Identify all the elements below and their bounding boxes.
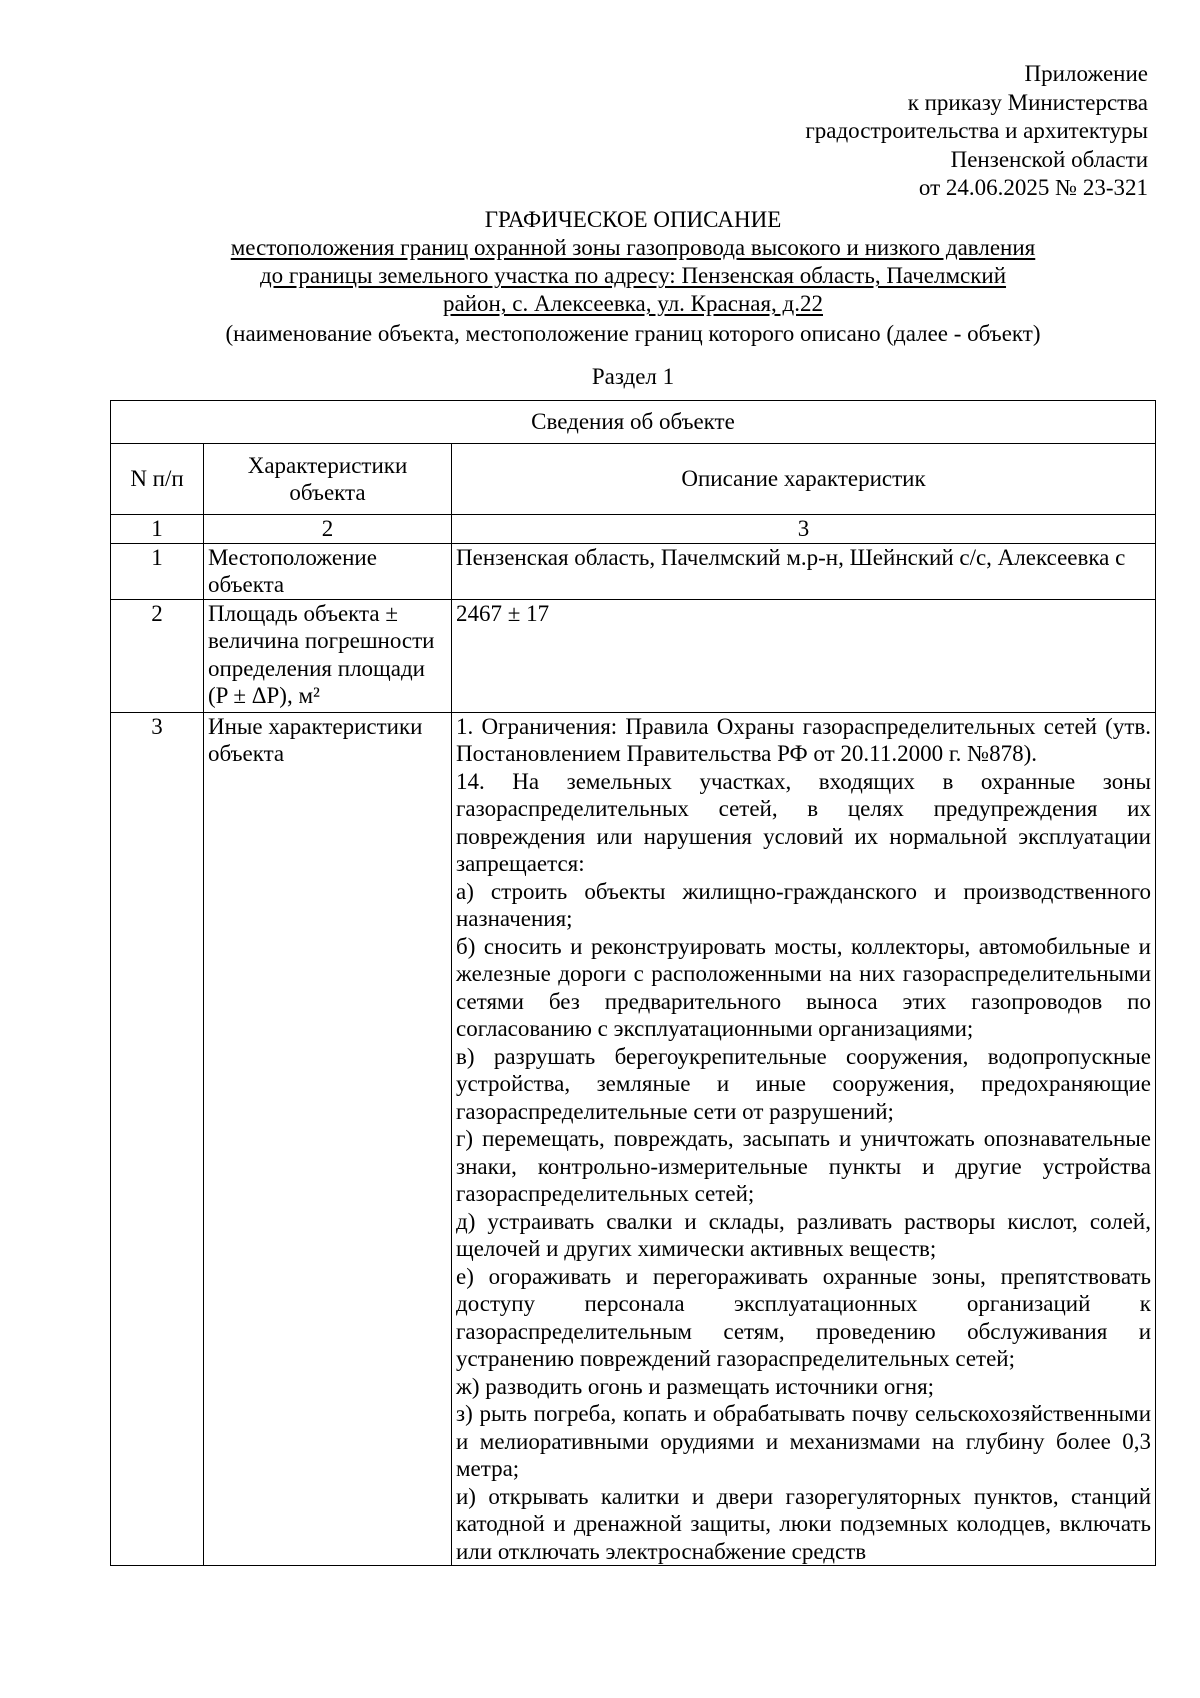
subtitle-line: до границы земельного участка по адресу: Пензенская область, Пачелмский [259,263,1007,288]
appendix-line: к приказу Министерства [907,89,1148,115]
description-paragraph: 14. На земельных участках, входящих в охранные зоны газораспределительных сетей, в целях предупреждения их повреждения или нарушения условий их нормальной эксплуатации запрещается: [456,768,1151,876]
header-cell: Характеристики объекта [204,444,452,515]
header-cell: Описание характеристик [452,444,1156,515]
row-description [452,543,1156,599]
description-paragraph: 2467 ± 17 [456,600,550,626]
row-number: 2 [111,599,204,712]
appendix-line: Пензенской области [950,146,1148,172]
title-block [110,206,1156,348]
header-number-cell: 1 [111,515,204,544]
description-paragraph: Пензенская область, Пачелмский м.р-н, Шейнский с/с, Алексеевка с [456,544,1126,570]
row-description [452,712,1156,1566]
row-characteristic: Иные характеристики объекта [204,712,452,1566]
row-characteristic: Площадь объекта ± величина погрешности определения площади (P ± ΔP), м² [204,599,452,712]
table-row [111,543,1156,599]
table-caption: Сведения об объекте [111,401,1156,444]
appendix-block [805,60,1148,203]
description-paragraph: 1. Ограничения: Правила Охраны газораспределительных сетей (утв. Постановлением Правительства РФ от 20.11.2000 г. №878). [456,713,1151,766]
description-paragraph: б) сносить и реконструировать мосты, коллекторы, автомобильные и железные дороги с расположенными на них газораспределительными сетями без предварительного выноса этих газопроводов по согласованию с эксплуатационными организациями; [456,933,1151,1041]
appendix-line: Приложение [1024,61,1148,86]
appendix-line: градостроительства и архитектуры [805,118,1148,143]
description-paragraph: з) рыть погреба, копать и обрабатывать почву сельскохозяйственными и мелиоративными орудиями и механизмами на глубину более 0,3 метра; [456,1401,1151,1481]
description-paragraph: е) огораживать и перегораживать охранные зоны, препятствовать доступу персонала эксплуатационных организаций к газораспределительным сетям, проведению обслуживания и устранению повреждений газораспределительных сетей; [456,1263,1151,1371]
header-number-cell: 3 [452,515,1156,544]
subtitle-line: местоположения границ охранной зоны газопровода высокого и низкого давления [230,235,1036,260]
description-paragraph: в) разрушать берегоукрепительные сооружения, водопропускные устройства, земляные и иные сооружения, предохраняющие газораспределительные сети от разрушений; [456,1043,1151,1124]
table-row [111,599,1156,712]
row-number: 1 [111,543,204,599]
table-row [111,712,1156,1566]
description-paragraph: г) перемещать, повреждать, засыпать и уничтожать опознавательные знаки, контрольно-измерительные пункты и другие устройства газораспределительных сетей; [456,1126,1151,1206]
object-info-table [110,400,1156,1566]
subtitle-line: район, с. Алексеевка, ул. Красная, д.22 [442,291,823,316]
header-cell: N п/п [111,444,204,515]
description-paragraph: д) устраивать свалки и склады, разливать растворы кислот, солей, щелочей и других химически активных веществ; [456,1208,1151,1261]
object-note: (наименование объекта, местоположение границ которого описано (далее - объект) [225,321,1041,346]
row-number: 3 [111,712,204,1566]
description-paragraph: и) открывать калитки и двери газорегуляторных пунктов, станций катодной и дренажной защиты, люки подземных колодцев, включать или отключать электроснабжение средств [456,1483,1151,1564]
section-heading: Раздел 1 [591,364,675,389]
header-number-cell: 2 [204,515,452,544]
table-caption-row [111,401,1156,444]
table-number-row [111,515,1156,544]
table-header-row [111,444,1156,515]
row-characteristic: Местоположение объекта [204,543,452,599]
document-title: ГРАФИЧЕСКОЕ ОПИСАНИЕ [484,207,782,232]
appendix-line: от 24.06.2025 № 23-321 [918,175,1148,200]
description-paragraph: а) строить объекты жилищно-гражданского и производственного назначения; [456,878,1151,931]
description-paragraph: ж) разводить огонь и размещать источники огня; [456,1373,935,1399]
document-subtitle [110,234,1156,318]
row-description [452,599,1156,712]
